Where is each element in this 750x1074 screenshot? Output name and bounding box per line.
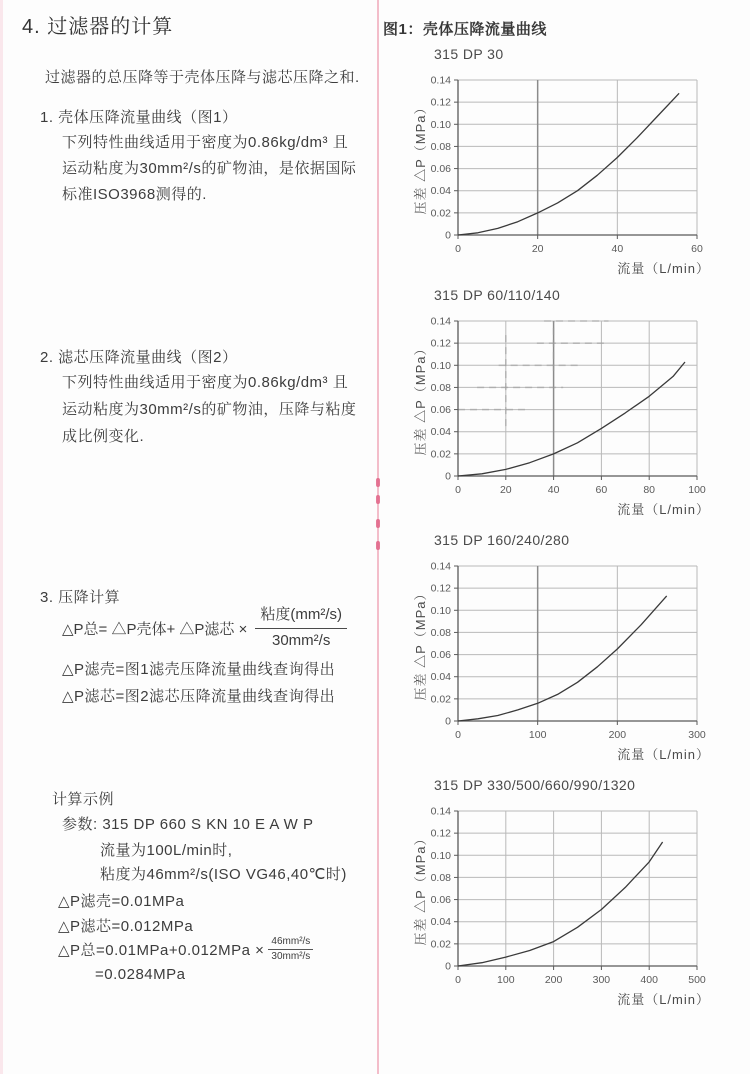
chart-svg-315dp30: [375, 68, 750, 282]
chart-block-315dp30: [375, 46, 750, 282]
y-axis-title: 压差 △P（MPa）: [413, 831, 428, 946]
ytick-label: 0.12: [430, 827, 451, 840]
ytick-label: 0.08: [430, 140, 451, 153]
chart-block-315dp160-280: [375, 532, 750, 768]
x-axis-title: 流量（L/min）: [617, 502, 710, 517]
chart-svg-315dp160-280: [375, 554, 750, 768]
ytick-label: 0.08: [430, 381, 451, 394]
chart-title: 315 DP 60/110/140: [434, 287, 561, 303]
fold-mark: [376, 541, 380, 550]
section3-heading: 3. 压降计算: [40, 589, 121, 606]
chart-block-315dp60-140: [375, 287, 750, 523]
ytick-label: 0.04: [430, 426, 451, 439]
example-frac-denominator: 30mm²/s: [271, 951, 311, 962]
pressure-drop-curve: [458, 93, 679, 235]
xtick-label: 500: [688, 974, 706, 986]
xtick-label: 200: [544, 974, 563, 986]
xtick-label: 40: [611, 243, 624, 255]
formula-denominator: 30mm²/s: [272, 631, 331, 649]
ytick-label: 0.06: [430, 163, 451, 176]
chart-svg-315dp330-1320: [375, 799, 750, 1013]
xtick-label: 300: [688, 729, 706, 741]
chart-block-315dp330-1320: [375, 777, 750, 1013]
section1-heading: 1. 壳体压降流量曲线（图1）: [40, 109, 238, 126]
example-total-lhs: △P总=0.01MPa+0.012MPa ×: [58, 942, 265, 959]
xtick-label: 80: [643, 484, 656, 496]
xtick-label: 0: [455, 484, 461, 496]
xtick-label: 20: [499, 484, 512, 496]
page-title: 4. 过滤器的计算: [22, 16, 174, 38]
ytick-label: 0.06: [430, 404, 451, 417]
xtick-label: 100: [497, 974, 515, 986]
ytick-label: 0.14: [430, 805, 451, 818]
section3-note2: △P滤芯=图2滤芯压降流量曲线查询得出: [62, 688, 336, 705]
ytick-label: 0.10: [430, 359, 451, 372]
xtick-label: 200: [608, 729, 627, 741]
ytick-label: 0.12: [430, 96, 451, 109]
section1-line3: 标准ISO3968测得的.: [62, 186, 207, 203]
page-fold-divider: [377, 0, 379, 1074]
xtick-label: 100: [688, 484, 706, 496]
ytick-label: 0: [445, 960, 451, 973]
example-total-result: =0.0284MPa: [95, 966, 186, 983]
example-dp-element: △P滤芯=0.012MPa: [58, 918, 194, 935]
ytick-label: 0: [445, 715, 451, 728]
pressure-drop-curve: [458, 842, 663, 966]
chart-title: 315 DP 160/240/280: [434, 532, 570, 548]
page-edge-tint: [0, 0, 3, 1074]
ytick-label: 0.12: [430, 337, 451, 350]
xtick-label: 60: [691, 243, 703, 255]
ytick-label: 0.10: [430, 604, 451, 617]
xtick-label: 40: [547, 484, 560, 496]
ytick-label: 0.12: [430, 582, 451, 595]
xtick-label: 20: [531, 243, 544, 255]
section2-line1: 下列特性曲线适用于密度为0.86kg/dm³ 且: [62, 374, 349, 391]
formula-fraction: [255, 606, 347, 651]
xtick-label: 300: [592, 974, 611, 986]
example-total-line: [58, 936, 313, 963]
pressure-drop-formula: [62, 606, 347, 651]
ytick-label: 0.08: [430, 626, 451, 639]
pressure-drop-curve: [458, 362, 685, 476]
ytick-label: 0.10: [430, 118, 451, 131]
figure-caption: 图1：壳体压降流量曲线: [383, 21, 547, 38]
section2-line2: 运动粘度为30mm²/s的矿物油，压降与粘度: [62, 401, 357, 418]
example-fraction: [268, 936, 313, 963]
ytick-label: 0.02: [430, 207, 451, 220]
ytick-label: 0.02: [430, 693, 451, 706]
ytick-label: 0.04: [430, 185, 451, 198]
x-axis-title: 流量（L/min）: [617, 261, 710, 276]
intro-paragraph: 过滤器的总压降等于壳体压降与滤芯压降之和.: [45, 69, 360, 86]
ytick-label: 0.06: [430, 649, 451, 662]
fold-mark: [376, 495, 380, 504]
example-parameters: 参数: 315 DP 660 S KN 10 E A W P: [62, 816, 314, 833]
example-frac-numerator: 46mm²/s: [268, 936, 313, 950]
section1-line1: 下列特性曲线适用于密度为0.86kg/dm³ 且: [62, 134, 349, 151]
ytick-label: 0: [445, 229, 451, 242]
xtick-label: 400: [640, 974, 658, 986]
xtick-label: 60: [595, 484, 608, 496]
example-dp-housing: △P滤壳=0.01MPa: [58, 893, 185, 910]
section1-line2: 运动粘度为30mm²/s的矿物油，是依据国际: [62, 160, 357, 177]
xtick-label: 0: [455, 243, 461, 255]
formula-lhs: △P总= △P壳体+ △P滤芯 ×: [62, 620, 248, 638]
section3-note1: △P滤壳=图1滤壳压降流量曲线查询得出: [62, 661, 336, 678]
ytick-label: 0.14: [430, 74, 451, 87]
fold-mark: [376, 478, 380, 487]
ytick-label: 0: [445, 470, 451, 483]
y-axis-title: 压差 △P（MPa）: [413, 100, 428, 215]
y-axis-title: 压差 △P（MPa）: [413, 341, 428, 456]
section2-heading: 2. 滤芯压降流量曲线（图2）: [40, 349, 238, 366]
xtick-label: 0: [455, 974, 461, 986]
xtick-label: 0: [455, 729, 461, 741]
ytick-label: 0.06: [430, 894, 451, 907]
y-axis-title: 压差 △P（MPa）: [413, 586, 428, 701]
chart-title: 315 DP 30: [434, 46, 504, 62]
ytick-label: 0.08: [430, 871, 451, 884]
ytick-label: 0.02: [430, 448, 451, 461]
ytick-label: 0.14: [430, 315, 451, 328]
x-axis-title: 流量（L/min）: [617, 992, 710, 1007]
chart-title: 315 DP 330/500/660/990/1320: [434, 777, 636, 793]
ytick-label: 0.04: [430, 916, 451, 929]
ytick-label: 0.04: [430, 671, 451, 684]
example-heading: 计算示例: [52, 791, 115, 808]
ytick-label: 0.02: [430, 938, 451, 951]
xtick-label: 100: [528, 729, 547, 741]
section2-line3: 成比例变化.: [62, 428, 145, 445]
chart-svg-315dp60-140: [375, 309, 750, 523]
pressure-drop-curve: [458, 596, 667, 721]
ytick-label: 0.14: [430, 560, 451, 573]
formula-numerator: 粘度(mm²/s): [255, 606, 347, 629]
ytick-label: 0.10: [430, 849, 451, 862]
example-flow: 流量为100L/min时,: [100, 842, 233, 859]
fold-mark: [376, 519, 380, 528]
example-viscosity: 粘度为46mm²/s(ISO VG46,40℃时): [100, 866, 347, 883]
x-axis-title: 流量（L/min）: [617, 747, 710, 762]
